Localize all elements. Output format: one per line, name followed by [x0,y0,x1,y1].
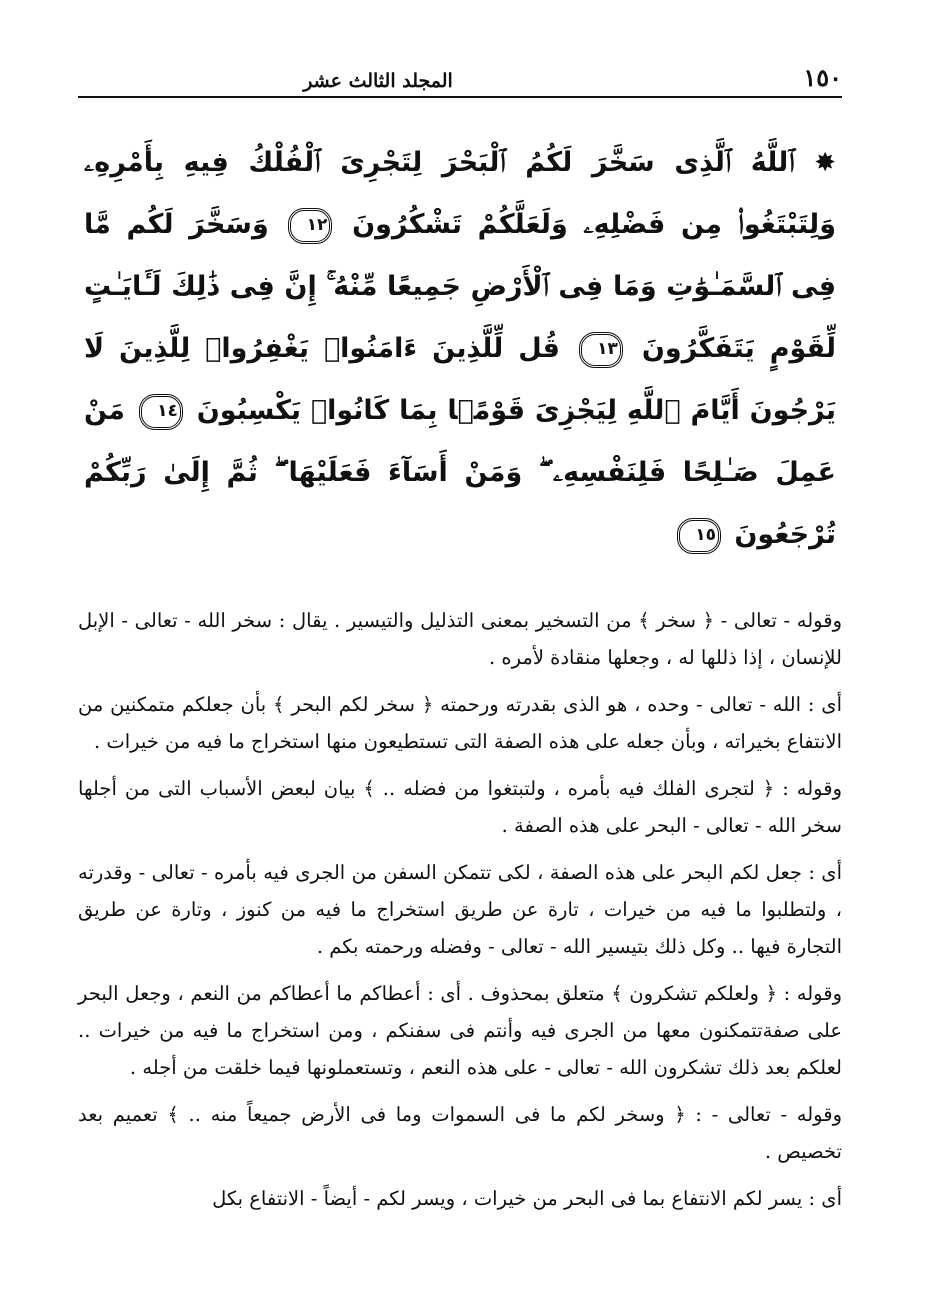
volume-title: المجلد الثالث عشر [303,70,453,92]
tafsir-paragraph: أى : جعل لكم البحر على هذه الصفة ، لكى تتمكن السفن من الجرى فيه بأمره - تعالى - وقدرته ، ولتطلبوا ما فيه من خيرات ، تارة عن طريق استخراج ما فيه من كنوز ، وتارة عن طريق التجارة فيها .. وكل ذلك بتيسير الله - تعالى - وفضله ورحمته بكم . [78,861,842,958]
verse-text: وَسَخَّرَ لَكُم مَّا فِى ٱلسَّمَـٰوَٰتِ وَمَا فِى ٱلْأَرْضِ جَمِيعًا مِّنْهُ ۚ إِنَّ فِى ذَٰلِكَ لَـَٔايَـٰتٍ لِّقَوْمٍ يَتَفَكَّرُونَ [84,209,836,364]
tafsir-paragraph: وقوله - تعالى - : ﴿ وسخر لكم ما فى السموات وما فى الأرض جميعاً منه .. ﴾ تعميم بعد تخصيص . [78,1103,842,1163]
ayah-number-mark: ١٥ [677,518,721,554]
page-header [78,52,842,98]
verse-text: مَنْ عَمِلَ صَـٰلِحًا فَلِنَفْسِهِۦ ۖ وَمَنْ أَسَآءَ فَعَلَيْهَا ۖ ثُمَّ إِلَىٰ رَبِّكُمْ تُرْجَعُونَ [84,395,836,550]
ayah-number-mark: ١٤ [139,394,183,430]
tafsir-paragraph: أى : يسر لكم الانتفاع بما فى البحر من خيرات ، ويسر لكم - أيضاً - الانتفاع بكل [212,1187,842,1210]
ayah-number-mark: ١٢ [288,208,332,244]
tafsir-paragraph: أى : الله - تعالى - وحده ، هو الذى بقدرته ورحمته ﴿ سخر لكم البحر ﴾ بأن جعلكم متمكنين من الانتفاع بخيراته ، وبأن جعله على هذه الصفة التى تستطيعون منها استخراج ما فيه من خيرات . [78,693,842,753]
quran-verses [78,132,842,566]
star-ornament-icon: ✸ [814,148,836,178]
ayah-number-mark: ١٣ [579,332,623,368]
tafsir-paragraph: وقوله : ﴿ لتجرى الفلك فيه بأمره ، ولتبتغوا من فضله .. ﴾ بيان لبعض الأسباب التى من أجلها سخر الله - تعالى - البحر على هذه الصفة . [78,777,842,837]
tafsir-body [78,602,842,1217]
book-page [78,52,842,1227]
tafsir-paragraph: وقوله : ﴿ ولعلكم تشكرون ﴾ متعلق بمحذوف . أى : أعطاكم ما أعطاكم من النعم ، وجعل البحر على صفةتتمكنون معها من الجرى فيه وأنتم فى سفنكم ، ومن استخراج ما فيه من خيرات .. لعلكم بعد ذلك تشكرون الله - تعالى - على هذه النعم ، وتستعملونها فيما خلقت من أجله . [78,982,842,1079]
page-number: ١٥٠ [803,63,842,92]
verse-text: ٱللَّهُ ٱلَّذِى سَخَّرَ لَكُمُ ٱلْبَحْرَ لِتَجْرِىَ ٱلْفُلْكُ فِيهِ بِأَمْرِهِۦ وَلِتَبْتَغُوا۟ مِن فَضْلِهِۦ وَلَعَلَّكُمْ تَشْكُرُونَ [84,147,836,240]
tafsir-paragraph: وقوله - تعالى - ﴿ سخر ﴾ من التسخير بمعنى التذليل والتيسير . يقال : سخر الله - تعالى - الإبل للإنسان ، إذا ذللها له ، وجعلها منقادة لأمره . [78,609,842,669]
verse-text: قُل لِّلَّذِينَ ءَامَنُوا۟ يَغْفِرُوا۟ لِلَّذِينَ لَا يَرْجُونَ أَيَّامَ ٱللَّهِ لِيَجْزِىَ قَوْمًۢا بِمَا كَانُوا۟ يَكْسِبُونَ [84,333,836,426]
